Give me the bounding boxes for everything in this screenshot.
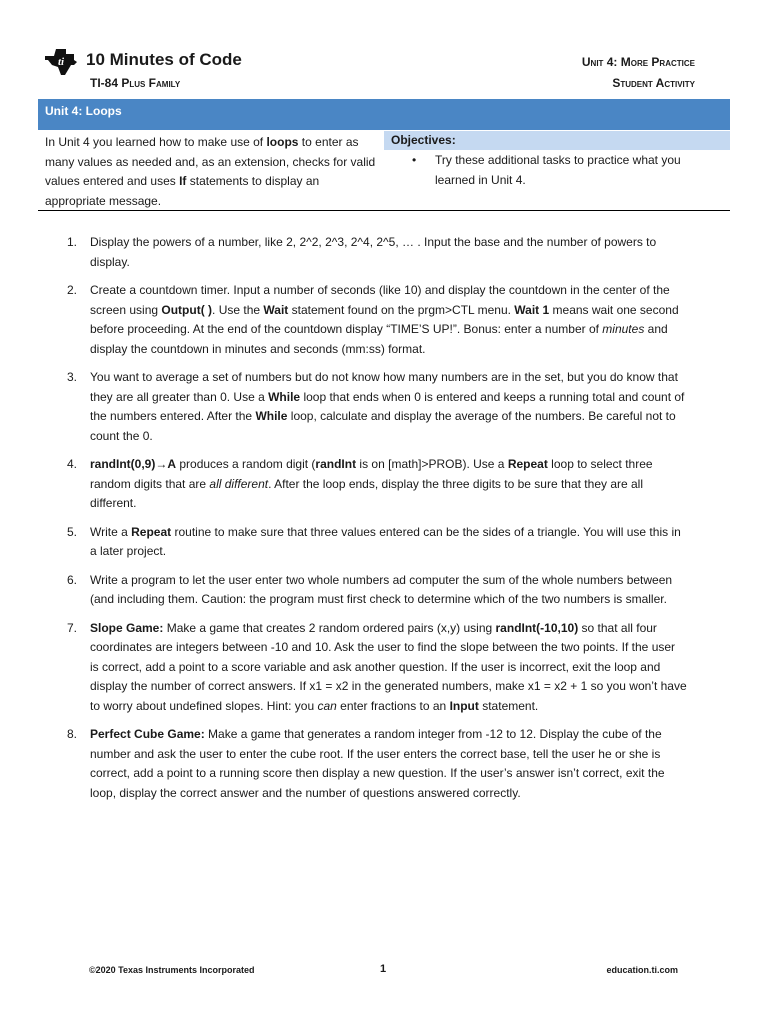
task-list — [67, 233, 687, 812]
page-number: 1 — [380, 963, 387, 975]
svg-text:ti: ti — [58, 56, 65, 68]
unit-label: Unit 4: More Practice — [581, 55, 695, 69]
task-item: 6. Write a program to let the user enter two whole numbers ad computer the sum of the whole numbers between (and including them. Caution: the program must first check to determine which of the two numbers is smaller. — [67, 572, 673, 606]
task-item: 8. Perfect Cube Game: Make a game that generates a random integer from -12 to 12. Display the cube of the number and ask the user to enter the cube root. If the user enters the correct base, tell the user he or she is correct, add a point to a running score then display a new question. If the user’s answer isn’t correct, exit the loop, display the correct answer and the number of questions answered correctly. — [67, 727, 665, 800]
unit-banner: Unit 4: Loops — [38, 99, 730, 130]
section-divider — [38, 210, 730, 211]
objectives-list — [412, 151, 712, 190]
page-title: 10 Minutes of Code — [86, 50, 242, 69]
objective-item: Try these additional tasks to practice what you learned in Unit 4. — [435, 153, 681, 187]
task-item: 4. randInt(0,9)→A produces a random digit (randInt is on [math]>PROB). Use a Repeat loop to select three random digits that are all different. After the loop ends, display the three digits to be sure that they are all different. — [67, 457, 653, 510]
task-item: 7. Slope Game: Make a game that creates 2 random ordered pairs (x,y) using randInt(-10,10) so that all four coordinates are integers between -10 and 10. Ask the user to find the slope between the two points. If the user is correct, add a point to a score variable and ask another question. If the user is incorrect, exit the loop and display the number of correct answers. If x1 = x2 in the generated numbers, make x1 = x2 + 1 so you won’t have to worry about undefined slopes. Hint: you can enter fractions to an Input statement. — [67, 620, 687, 713]
objectives-header: Objectives: — [384, 131, 730, 150]
page-subtitle: TI-84 Plus Family — [90, 76, 181, 90]
texas-instruments-logo — [44, 48, 78, 76]
footer-site: education.ti.com — [606, 965, 678, 975]
footer-copyright: ©2020 Texas Instruments Incorporated — [89, 965, 255, 975]
activity-label: Student Activity — [612, 76, 695, 90]
task-item: 1. Display the powers of a number, like 2, 2^2, 2^3, 2^4, 2^5, … . Input the base and the number of powers to display. — [67, 235, 657, 269]
intro-text: In Unit 4 you learned how to make use of loops to enter as many values as needed and, as an extension, checks for valid values entered and uses If statements to display an appropriate message. — [45, 135, 376, 208]
task-item: 5. Write a Repeat routine to make sure that three values entered can be the sides of a triangle. You will use this in a later project. — [67, 524, 681, 558]
task-item: 2. Create a countdown timer. Input a number of seconds (like 10) and display the countdown in the center of the screen using Output( ). Use the Wait statement found on the prgm>CTL menu. Wait 1 means wait one second before proceeding. At the end of the countdown display “TIME’S UP!”. Bonus: enter a number of minutes and display the countdown in minutes and seconds (mm:ss) format. — [67, 283, 679, 356]
bullet-icon: • — [412, 153, 417, 167]
task-item: 3. You want to average a set of numbers but do not know how many numbers are in the set, but you do know that they are all greater than 0. Use a While loop that ends when 0 is entered and keeps a running total and count of the numbers entered. After the While loop, calculate and display the average of the numbers. Be careful not to count the 0. — [67, 370, 685, 443]
